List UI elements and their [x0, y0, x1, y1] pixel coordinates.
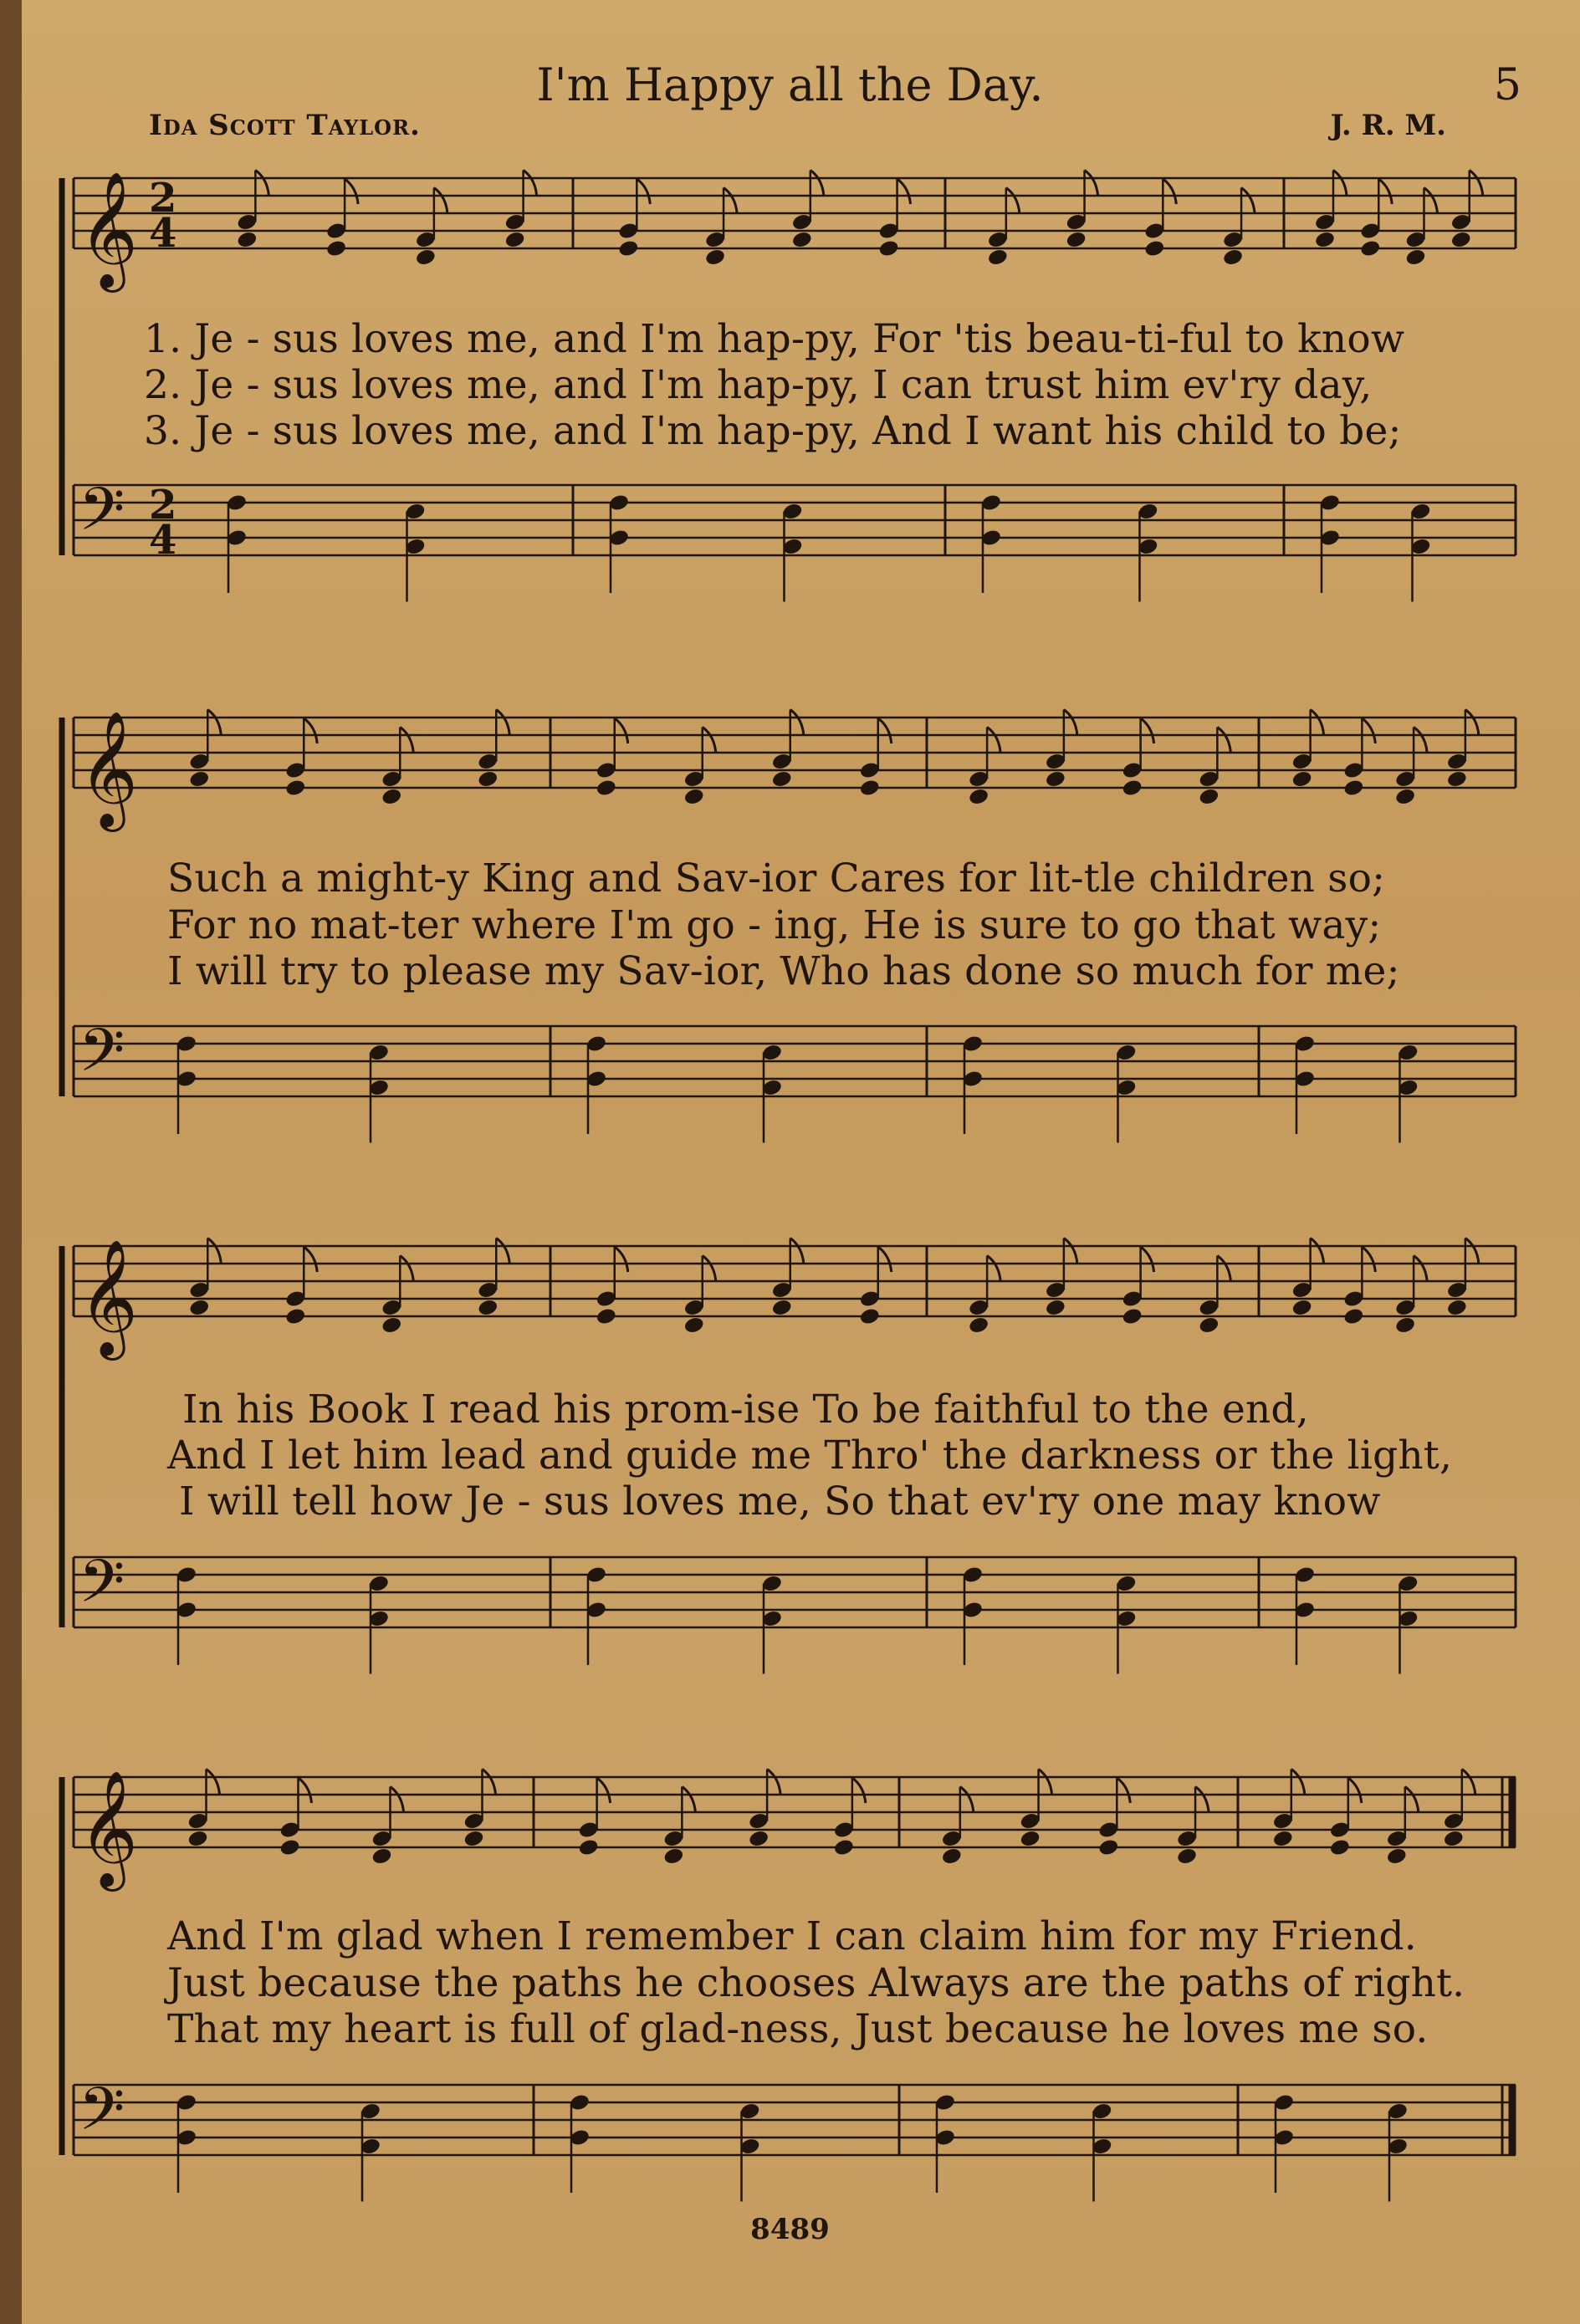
- note-head: [188, 1298, 210, 1317]
- note-head: [1446, 769, 1468, 789]
- note-flag: [207, 1770, 220, 1795]
- lyric-line: Just because the paths he chooses Always are the paths of right.: [167, 1960, 1465, 2006]
- note-flag: [810, 171, 824, 196]
- note-head: [987, 248, 1009, 267]
- note-flag: [703, 728, 716, 753]
- note-flag: [483, 1770, 496, 1795]
- note-head: [1045, 1298, 1066, 1317]
- note-flag: [524, 171, 537, 196]
- note-flag: [1362, 1247, 1375, 1272]
- lyric-line: In his Book I read his prom-ise To be faithful to the end,: [182, 1387, 1309, 1433]
- note-head: [187, 1829, 208, 1848]
- note-head: [325, 239, 347, 258]
- note-head: [279, 1838, 300, 1857]
- note-flag: [207, 1239, 221, 1264]
- note-flag: [1085, 171, 1098, 196]
- note-head: [504, 230, 526, 249]
- lyric-line: And I'm glad when I remember I can claim him for my Friend.: [167, 1913, 1417, 1959]
- page-number: 5: [1493, 60, 1521, 110]
- note-head: [1394, 787, 1416, 806]
- note-head: [477, 769, 499, 789]
- note-flag: [1465, 710, 1479, 735]
- note-head: [1198, 787, 1220, 806]
- time-signature-top: 2: [149, 175, 177, 222]
- note-head: [284, 1307, 306, 1326]
- note-flag: [1039, 1770, 1052, 1795]
- note-head: [188, 769, 210, 789]
- note-head: [1329, 1838, 1351, 1857]
- note-flag: [1217, 728, 1230, 753]
- note-flag: [1470, 171, 1483, 196]
- note-flag: [790, 1239, 804, 1264]
- note-head: [833, 1838, 855, 1857]
- note-flag: [682, 1787, 695, 1812]
- note-flag: [1291, 1770, 1305, 1795]
- note-flag: [878, 1247, 892, 1272]
- note-head: [381, 1315, 402, 1335]
- note-flag: [496, 710, 509, 735]
- note-flag: [1311, 1239, 1324, 1264]
- note-flag: [434, 188, 447, 213]
- note-head: [381, 787, 402, 806]
- note-head: [236, 230, 258, 249]
- note-head: [1198, 1315, 1220, 1335]
- note-flag: [304, 718, 317, 743]
- note-head: [791, 230, 813, 249]
- lyric-line: And I let him lead and guide me Thro' the darkness or the light,: [167, 1433, 1453, 1479]
- note-flag: [1141, 718, 1154, 743]
- note-flag: [878, 718, 892, 743]
- note-flag: [1195, 1787, 1209, 1812]
- note-head: [1045, 769, 1066, 789]
- note-flag: [767, 1770, 780, 1795]
- treble-clef-icon: 𝄞: [79, 1239, 138, 1356]
- note-head: [1222, 248, 1244, 267]
- treble-clef-icon: 𝄞: [79, 711, 138, 827]
- note-flag: [1141, 1247, 1154, 1272]
- bass-clef-icon: 𝄢: [79, 1016, 125, 1100]
- note-head: [1291, 1298, 1313, 1317]
- note-flag: [1424, 188, 1437, 213]
- note-head: [683, 1315, 705, 1335]
- note-head: [1446, 1298, 1468, 1317]
- note-head: [877, 239, 899, 258]
- note-flag: [1378, 179, 1392, 204]
- note-head: [1342, 779, 1364, 798]
- note-flag: [1064, 1239, 1077, 1264]
- note-flag: [255, 171, 268, 196]
- lyric-line: 3. Je - sus loves me, and I'm hap-py, And I want his child to be;: [144, 408, 1402, 454]
- note-head: [771, 1298, 793, 1317]
- note-head: [968, 787, 989, 806]
- treble-clef-icon: 𝄞: [79, 1770, 138, 1887]
- time-signature-top: 2: [149, 482, 177, 529]
- note-flag: [987, 1256, 1000, 1281]
- note-head: [683, 787, 705, 806]
- note-flag: [1006, 188, 1020, 213]
- note-flag: [1414, 1256, 1427, 1281]
- note-head: [1450, 230, 1472, 249]
- lyric-line: That my heart is full of glad-ness, Just because he loves me so.: [167, 2006, 1429, 2052]
- note-head: [284, 779, 306, 798]
- note-flag: [391, 1787, 404, 1812]
- note-flag: [790, 710, 804, 735]
- treble-clef-icon: 𝄞: [79, 171, 138, 288]
- bass-clef-icon: 𝄢: [79, 475, 125, 559]
- note-head: [1443, 1829, 1465, 1848]
- note-head: [578, 1838, 600, 1857]
- note-flag: [1241, 188, 1255, 213]
- note-flag: [1217, 1256, 1230, 1281]
- bass-clef-icon: 𝄢: [79, 1547, 125, 1631]
- note-flag: [207, 710, 221, 735]
- note-flag: [1117, 1778, 1130, 1803]
- note-head: [748, 1829, 770, 1848]
- note-flag: [496, 1239, 509, 1264]
- note-head: [1122, 779, 1143, 798]
- note-head: [1291, 769, 1313, 789]
- lyric-line: 1. Je - sus loves me, and I'm hap-py, For 'tis beau-ti-ful to know: [144, 316, 1405, 362]
- note-head: [662, 1846, 684, 1866]
- bass-clef-icon: 𝄢: [79, 2075, 125, 2158]
- note-head: [617, 239, 639, 258]
- composer-credit: J. R. M.: [1330, 109, 1446, 142]
- note-flag: [703, 1256, 716, 1281]
- page-title: I'm Happy all the Day.: [536, 59, 1044, 111]
- lyric-line: I will try to please my Sav-ior, Who has done so much for me;: [167, 948, 1400, 994]
- note-head: [1143, 239, 1165, 258]
- note-head: [1097, 1838, 1119, 1857]
- note-head: [415, 248, 437, 267]
- note-head: [968, 1315, 989, 1335]
- note-flag: [1333, 171, 1347, 196]
- lyricist-credit: Ida Scott Taylor.: [149, 109, 421, 142]
- note-flag: [637, 179, 650, 204]
- note-flag: [1414, 728, 1427, 753]
- note-flag: [1348, 1778, 1362, 1803]
- note-head: [596, 779, 617, 798]
- note-flag: [304, 1247, 317, 1272]
- note-flag: [987, 728, 1000, 753]
- note-flag: [1311, 710, 1324, 735]
- note-head: [941, 1846, 963, 1866]
- note-head: [704, 248, 726, 267]
- time-signature-bottom: 4: [149, 210, 177, 257]
- note-head: [1314, 230, 1336, 249]
- note-head: [1386, 1846, 1408, 1866]
- lyric-line: For no mat-ter where I'm go - ing, He is sure to go that way;: [167, 902, 1382, 948]
- note-flag: [400, 1256, 413, 1281]
- note-head: [1176, 1846, 1198, 1866]
- note-flag: [615, 718, 628, 743]
- note-head: [859, 1307, 881, 1326]
- note-flag: [299, 1778, 312, 1803]
- note-flag: [345, 179, 358, 204]
- note-flag: [960, 1787, 974, 1812]
- note-flag: [1465, 1239, 1479, 1264]
- time-signature-bottom: 4: [149, 517, 177, 564]
- note-flag: [897, 179, 911, 204]
- note-flag: [1163, 179, 1176, 204]
- note-head: [1019, 1829, 1041, 1848]
- note-head: [1065, 230, 1087, 249]
- note-head: [1272, 1829, 1294, 1848]
- note-flag: [1064, 710, 1077, 735]
- note-head: [371, 1846, 392, 1866]
- note-flag: [615, 1247, 628, 1272]
- plate-number: 8489: [750, 2213, 830, 2246]
- note-head: [596, 1307, 617, 1326]
- note-head: [1359, 239, 1381, 258]
- note-head: [771, 769, 793, 789]
- note-head: [1404, 248, 1426, 267]
- note-head: [477, 1298, 499, 1317]
- note-head: [1342, 1307, 1364, 1326]
- note-head: [1394, 1315, 1416, 1335]
- note-head: [1122, 1307, 1143, 1326]
- note-flag: [400, 728, 413, 753]
- note-flag: [724, 188, 737, 213]
- note-head: [859, 779, 881, 798]
- lyric-line: 2. Je - sus loves me, and I'm hap-py, I can trust him ev'ry day,: [144, 362, 1373, 408]
- note-flag: [1405, 1787, 1419, 1812]
- note-flag: [1362, 718, 1375, 743]
- note-flag: [1462, 1770, 1475, 1795]
- note-head: [463, 1829, 484, 1848]
- note-flag: [852, 1778, 866, 1803]
- note-flag: [597, 1778, 611, 1803]
- lyric-line: Such a might-y King and Sav-ior Cares for lit-tle children so;: [167, 856, 1386, 902]
- lyric-line: I will tell how Je - sus loves me, So that ev'ry one may know: [179, 1479, 1381, 1525]
